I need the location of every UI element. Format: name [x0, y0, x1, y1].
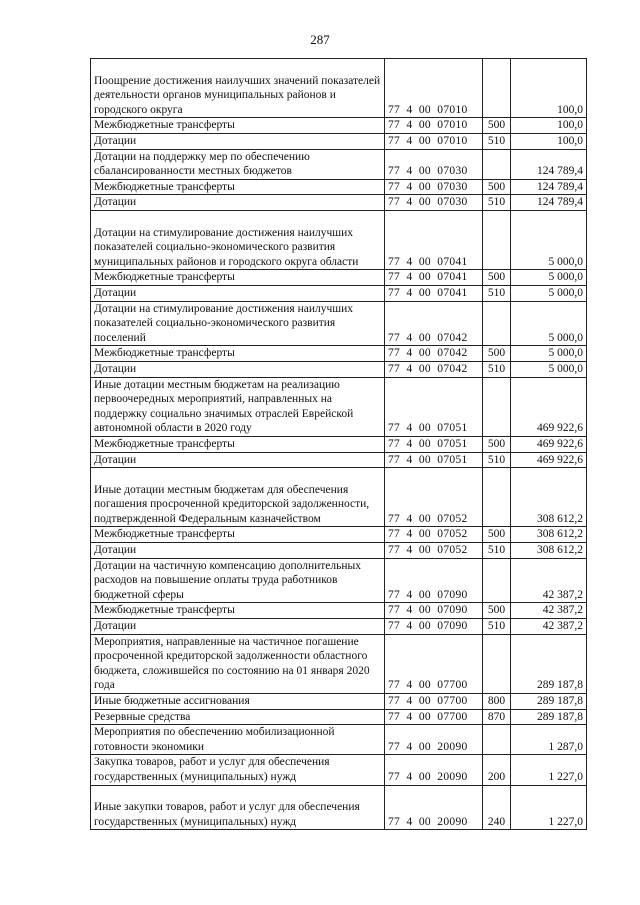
- amount-cell: 5 000,0: [511, 361, 587, 377]
- target-code-cell: 77 4 00 07010: [385, 59, 483, 118]
- amount-cell: 308 612,2: [511, 543, 587, 559]
- expense-type-cell: [483, 468, 511, 527]
- amount-cell: 469 922,6: [511, 452, 587, 468]
- expense-name-cell: Дотации на стимулирование достижения наилучших показателей социально-экономического развития муниципальных районов и городского округа области: [91, 210, 385, 269]
- target-code-cell: 77 4 00 20090: [385, 725, 483, 755]
- amount-cell: 469 922,6: [511, 436, 587, 452]
- target-code-cell: 77 4 00 07090: [385, 558, 483, 603]
- table-row: [91, 785, 587, 830]
- table-row: [91, 436, 587, 452]
- target-code-cell: 77 4 00 07700: [385, 694, 483, 710]
- expense-name-cell: Межбюджетные трансферты: [91, 603, 385, 619]
- target-code-cell: 77 4 00 07041: [385, 270, 483, 286]
- expense-type-cell: [483, 301, 511, 346]
- table-row: [91, 195, 587, 211]
- table-row: [91, 634, 587, 693]
- expense-name-cell: Дотации на частичную компенсацию дополнительных расходов на повышение оплаты труда работников бюджетной сферы: [91, 558, 385, 603]
- amount-cell: 289 187,8: [511, 709, 587, 725]
- amount-cell: 469 922,6: [511, 377, 587, 436]
- expense-type-cell: 870: [483, 709, 511, 725]
- target-code-cell: 77 4 00 07030: [385, 149, 483, 179]
- table-row: [91, 709, 587, 725]
- expense-name-cell: Межбюджетные трансферты: [91, 436, 385, 452]
- expense-name-cell: Иные бюджетные ассигнования: [91, 694, 385, 710]
- amount-cell: 5 000,0: [511, 285, 587, 301]
- table-row: [91, 149, 587, 179]
- target-code-cell: 77 4 00 07052: [385, 468, 483, 527]
- target-code-cell: 77 4 00 07052: [385, 543, 483, 559]
- table-row: [91, 725, 587, 755]
- budget-table: [90, 58, 587, 830]
- table-row: [91, 270, 587, 286]
- amount-cell: 5 000,0: [511, 346, 587, 362]
- expense-type-cell: 510: [483, 195, 511, 211]
- expense-type-cell: [483, 149, 511, 179]
- amount-cell: 308 612,2: [511, 468, 587, 527]
- expense-type-cell: [483, 377, 511, 436]
- amount-cell: 42 387,2: [511, 603, 587, 619]
- target-code-cell: 77 4 00 20090: [385, 785, 483, 830]
- expense-type-cell: [483, 634, 511, 693]
- expense-name-cell: Межбюджетные трансферты: [91, 270, 385, 286]
- expense-name-cell: Иные закупки товаров, работ и услуг для обеспечения государственных (муниципальных) нужд: [91, 785, 385, 830]
- expense-name-cell: Дотации: [91, 543, 385, 559]
- table-row: [91, 285, 587, 301]
- expense-type-cell: 500: [483, 118, 511, 134]
- amount-cell: 5 000,0: [511, 270, 587, 286]
- table-row: [91, 558, 587, 603]
- expense-name-cell: Дотации на стимулирование достижения наилучших показателей социально-экономического развития поселений: [91, 301, 385, 346]
- expense-type-cell: 510: [483, 543, 511, 559]
- amount-cell: 124 789,4: [511, 149, 587, 179]
- table-row: [91, 361, 587, 377]
- expense-type-cell: 240: [483, 785, 511, 830]
- expense-name-cell: Дотации: [91, 285, 385, 301]
- budget-table-body: [91, 59, 587, 830]
- table-row: [91, 346, 587, 362]
- target-code-cell: 77 4 00 07700: [385, 634, 483, 693]
- table-row: [91, 468, 587, 527]
- expense-name-cell: Межбюджетные трансферты: [91, 118, 385, 134]
- table-row: [91, 694, 587, 710]
- target-code-cell: 77 4 00 07010: [385, 118, 483, 134]
- amount-cell: 5 000,0: [511, 301, 587, 346]
- table-row: [91, 118, 587, 134]
- expense-name-cell: Межбюджетные трансферты: [91, 346, 385, 362]
- target-code-cell: 77 4 00 07051: [385, 452, 483, 468]
- amount-cell: 308 612,2: [511, 527, 587, 543]
- target-code-cell: 77 4 00 07030: [385, 195, 483, 211]
- table-row: [91, 527, 587, 543]
- expense-type-cell: 500: [483, 179, 511, 195]
- expense-type-cell: [483, 558, 511, 603]
- amount-cell: 100,0: [511, 118, 587, 134]
- target-code-cell: 77 4 00 07042: [385, 301, 483, 346]
- table-row: [91, 301, 587, 346]
- expense-type-cell: 510: [483, 285, 511, 301]
- expense-name-cell: Дотации: [91, 361, 385, 377]
- page-number: 287: [310, 32, 330, 47]
- expense-name-cell: Иные дотации местным бюджетам для обеспечения погашения просроченной кредиторской задолженности, подтвержденной Федеральным казначейством: [91, 468, 385, 527]
- amount-cell: 1 227,0: [511, 755, 587, 785]
- amount-cell: 289 187,8: [511, 694, 587, 710]
- expense-type-cell: 200: [483, 755, 511, 785]
- expense-name-cell: Резервные средства: [91, 709, 385, 725]
- expense-type-cell: [483, 59, 511, 118]
- amount-cell: 5 000,0: [511, 210, 587, 269]
- amount-cell: 1 227,0: [511, 785, 587, 830]
- table-row: [91, 619, 587, 635]
- expense-name-cell: Дотации: [91, 452, 385, 468]
- target-code-cell: 77 4 00 07041: [385, 210, 483, 269]
- table-row: [91, 59, 587, 118]
- target-code-cell: 77 4 00 07041: [385, 285, 483, 301]
- expense-type-cell: [483, 725, 511, 755]
- amount-cell: 1 287,0: [511, 725, 587, 755]
- expense-name-cell: Мероприятия по обеспечению мобилизационной готовности экономики: [91, 725, 385, 755]
- expense-name-cell: Дотации: [91, 133, 385, 149]
- target-code-cell: 77 4 00 07090: [385, 603, 483, 619]
- table-row: [91, 603, 587, 619]
- expense-type-cell: 500: [483, 436, 511, 452]
- expense-name-cell: Дотации: [91, 619, 385, 635]
- table-row: [91, 210, 587, 269]
- expense-name-cell: Поощрение достижения наилучших значений показателей деятельности органов муниципальных районов и городского округа: [91, 59, 385, 118]
- expense-name-cell: Закупка товаров, работ и услуг для обеспечения государственных (муниципальных) нужд: [91, 755, 385, 785]
- target-code-cell: 77 4 00 07052: [385, 527, 483, 543]
- expense-type-cell: 510: [483, 452, 511, 468]
- expense-type-cell: 500: [483, 527, 511, 543]
- amount-cell: 289 187,8: [511, 634, 587, 693]
- table-row: [91, 377, 587, 436]
- target-code-cell: 77 4 00 07090: [385, 619, 483, 635]
- expense-type-cell: 800: [483, 694, 511, 710]
- amount-cell: 124 789,4: [511, 179, 587, 195]
- expense-name-cell: Иные дотации местным бюджетам на реализацию первоочередных мероприятий, направленных на поддержку социально значимых отраслей Еврейской автономной области в 2020 году: [91, 377, 385, 436]
- target-code-cell: 77 4 00 20090: [385, 755, 483, 785]
- target-code-cell: 77 4 00 07051: [385, 377, 483, 436]
- expense-name-cell: Дотации на поддержку мер по обеспечению сбалансированности местных бюджетов: [91, 149, 385, 179]
- table-row: [91, 543, 587, 559]
- table-row: [91, 452, 587, 468]
- table-row: [91, 133, 587, 149]
- target-code-cell: 77 4 00 07051: [385, 436, 483, 452]
- target-code-cell: 77 4 00 07042: [385, 361, 483, 377]
- amount-cell: 100,0: [511, 133, 587, 149]
- target-code-cell: 77 4 00 07010: [385, 133, 483, 149]
- table-row: [91, 179, 587, 195]
- amount-cell: 100,0: [511, 59, 587, 118]
- table-row: [91, 755, 587, 785]
- amount-cell: 124 789,4: [511, 195, 587, 211]
- expense-type-cell: 500: [483, 603, 511, 619]
- target-code-cell: 77 4 00 07700: [385, 709, 483, 725]
- expense-type-cell: 500: [483, 346, 511, 362]
- expense-type-cell: 510: [483, 361, 511, 377]
- target-code-cell: 77 4 00 07042: [385, 346, 483, 362]
- expense-type-cell: [483, 210, 511, 269]
- expense-name-cell: Дотации: [91, 195, 385, 211]
- expense-name-cell: Мероприятия, направленные на частичное погашение просроченной кредиторской задолженности областного бюджета, сложившейся по состоянию на 01 января 2020 года: [91, 634, 385, 693]
- target-code-cell: 77 4 00 07030: [385, 179, 483, 195]
- amount-cell: 42 387,2: [511, 619, 587, 635]
- expense-type-cell: 510: [483, 133, 511, 149]
- expense-type-cell: 500: [483, 270, 511, 286]
- amount-cell: 42 387,2: [511, 558, 587, 603]
- expense-name-cell: Межбюджетные трансферты: [91, 527, 385, 543]
- expense-name-cell: Межбюджетные трансферты: [91, 179, 385, 195]
- expense-type-cell: 510: [483, 619, 511, 635]
